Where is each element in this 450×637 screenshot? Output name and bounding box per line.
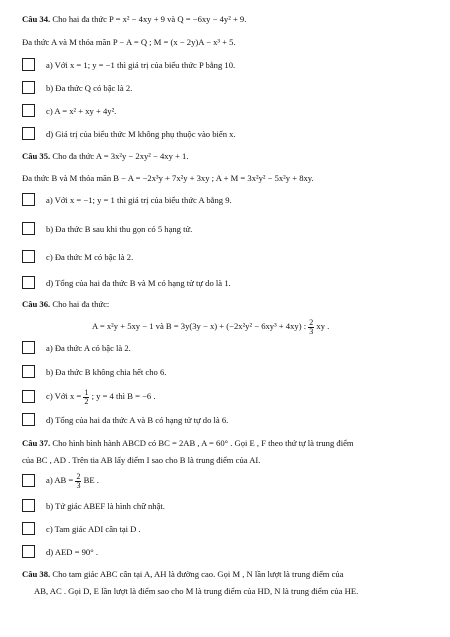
q37-option-a-fraction (75, 473, 81, 490)
q34-option-a: a) Với x = 1; y = −1 thì giá trị của biểu thức P bằng 10. (46, 60, 236, 70)
q34-heading (22, 14, 246, 25)
q34-intro: Đa thức A và M thỏa mãn P − A = Q ; M = (x − 2y)A − x³ + 5. (22, 37, 236, 47)
q34-option-b: b) Đa thức Q có bậc là 2. (46, 83, 133, 93)
q36-option-c-fraction (83, 389, 89, 406)
q35-checkbox-c[interactable] (22, 250, 35, 263)
q34-text: Cho hai đa thức P = x² − 4xy + 9 và Q = −6xy − 4y² + 9. (52, 14, 247, 24)
q37-option-a-post: BE . (83, 475, 99, 485)
q36-formula-numerator: 2 (309, 317, 314, 327)
q36-option-c-pre: c) Với x = (46, 391, 82, 401)
q36-formula-tail: xy . (316, 321, 330, 331)
q34-option-c: c) A = x² + xy + 4y². (46, 106, 117, 116)
q36-text: Cho hai đa thức: (52, 299, 110, 309)
q37-checkbox-b[interactable] (22, 499, 35, 512)
q37-option-a (46, 472, 99, 490)
q36-label: Câu 36. (22, 299, 51, 309)
q36-checkbox-d[interactable] (22, 413, 35, 426)
q37-text: Cho hình bình hành ABCD có BC = 2AB , A = 60° . Gọi E , F theo thứ tự là trung điểm (52, 438, 354, 448)
q36-checkbox-a[interactable] (22, 341, 35, 354)
q38-text-line2: AB, AC . Gọi D, E lần lượt là điểm sao cho M là trung điểm của HD, N là trung điểm của HE. (34, 586, 359, 596)
q37-label: Câu 37. (22, 438, 51, 448)
q35-label: Câu 35. (22, 151, 51, 161)
q36-option-d: d) Tổng của hai đa thức A và B có hạng tử tự do là 6. (46, 415, 229, 425)
q34-checkbox-a[interactable] (22, 58, 35, 71)
q38-label: Câu 38. (22, 569, 51, 579)
q36-option-b: b) Đa thức B không chia hết cho 6. (46, 367, 167, 377)
q35-checkbox-b[interactable] (22, 222, 35, 235)
q37-heading (22, 438, 354, 449)
q36-formula-main: A = x²y + 5xy − 1 và B = 3y(3y − x) + (−2x²y² − 6xy³ + 4xy) : (92, 321, 307, 331)
q37-checkbox-d[interactable] (22, 545, 35, 558)
q34-checkbox-b[interactable] (22, 81, 35, 94)
q34-checkbox-d[interactable] (22, 127, 35, 140)
q36-option-a: a) Đa thức A có bậc là 2. (46, 343, 131, 353)
q37-option-c: c) Tam giác ADI cân tại D . (46, 524, 141, 534)
q34-checkbox-c[interactable] (22, 104, 35, 117)
q35-text: Cho đa thức A = 3x²y − 2xy² − 4xy + 1. (52, 151, 189, 161)
q36-option-c-post: ; y = 4 thì B = −6 . (91, 391, 156, 401)
q35-intro: Đa thức B và M thỏa mãn B − A = −2x³y + 7x²y + 3xy ; A + M = 3x²y² − 5x²y + 8xy. (22, 173, 314, 183)
q38-heading (22, 569, 344, 580)
q37-checkbox-c[interactable] (22, 522, 35, 535)
q35-option-a: a) Với x = −1; y = 1 thì giá trị của biểu thức A bằng 9. (46, 195, 232, 205)
q36-option-c-denominator: 2 (84, 396, 89, 406)
q36-checkbox-b[interactable] (22, 365, 35, 378)
q34-label: Câu 34. (22, 14, 51, 24)
q36-checkbox-c[interactable] (22, 390, 35, 403)
q35-heading (22, 151, 188, 162)
q34-option-d: d) Giá trị của biểu thức M không phụ thuộc vào biến x. (46, 129, 236, 139)
q37-checkbox-a[interactable] (22, 474, 35, 487)
q35-option-d: d) Tổng của hai đa thức B và M có hạng tử tự do là 1. (46, 278, 231, 288)
q36-heading (22, 299, 109, 310)
q37-text-line2: của BC , AD . Trên tia AB lấy điểm I sao cho B là trung điểm của AI. (22, 455, 261, 465)
q37-option-b: b) Tứ giác ABEF là hình chữ nhật. (46, 501, 165, 511)
q36-formula-denominator: 3 (309, 326, 314, 336)
q36-formula-fraction (308, 319, 314, 336)
q35-checkbox-d[interactable] (22, 276, 35, 289)
q36-formula (92, 318, 329, 336)
q38-text: Cho tam giác ABC cân tại A, AH là đường cao. Gọi M , N lần lượt là trung điểm của (52, 569, 344, 579)
q37-option-a-pre: a) AB = (46, 475, 74, 485)
q37-option-a-denominator: 3 (76, 480, 81, 490)
q37-option-d: d) AED = 90° . (46, 547, 98, 557)
q35-checkbox-a[interactable] (22, 193, 35, 206)
q35-option-c: c) Đa thức M có bậc là 2. (46, 252, 134, 262)
q35-option-b: b) Đa thức B sau khi thu gọn có 5 hạng tử. (46, 224, 193, 234)
q36-option-c-numerator: 1 (84, 387, 89, 397)
q37-option-a-numerator: 2 (76, 471, 81, 481)
q36-option-c (46, 388, 156, 406)
